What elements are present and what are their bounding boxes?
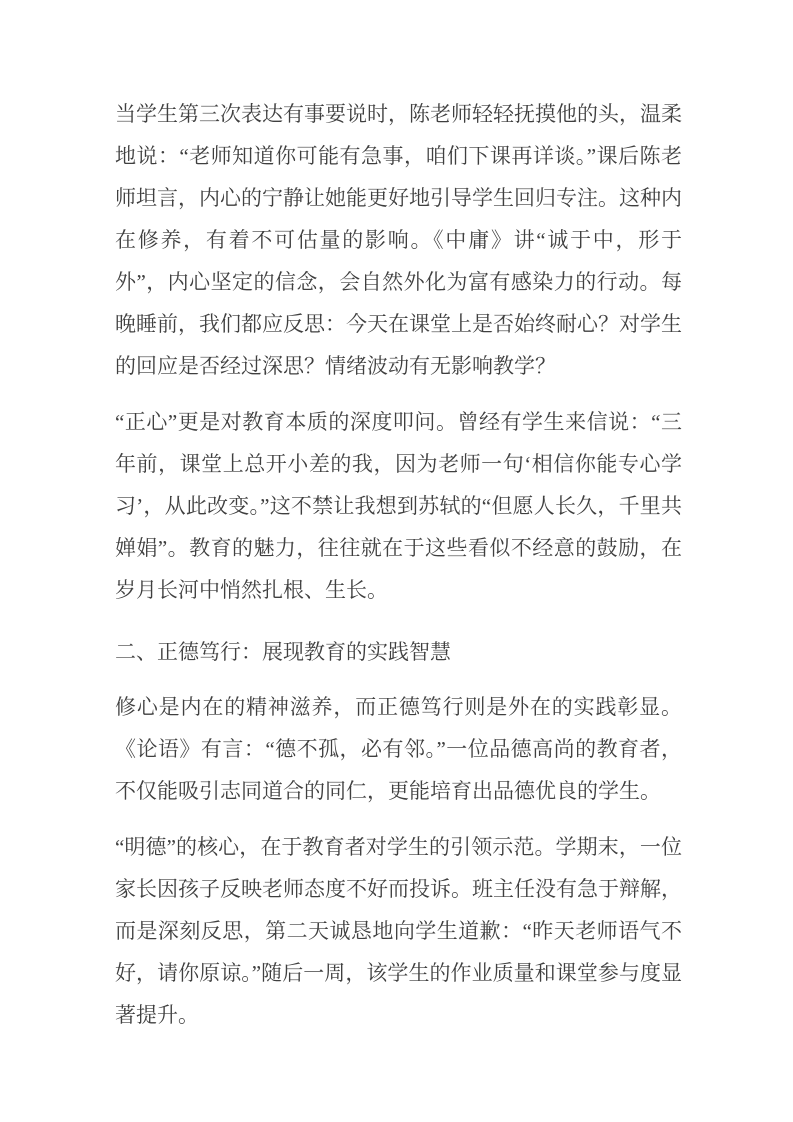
- section-heading-zhengde-duxing: 二、正德笃行：展现教育的实践智慧: [115, 640, 451, 664]
- paragraph-mingde-example: “明德”的核心，在于教育者对学生的引领示范。学期末，一位家长因孩子反映老师态度不好而投诉。班主任没有急于辩解，而是深刻反思，第二天诚恳地向学生道歉：“昨天老师语气不好，请你原谅。”随后一周，该学生的作业质量和课堂参与度显著提升。: [115, 835, 682, 1027]
- paragraph-xiuxin-vs-zhengde: 修心是内在的精神滋养，而正德笃行则是外在的实践彰显。《论语》有言：“德不孤，必有邻。”一位品德高尚的教育者，不仅能吸引志同道合的同仁，更能培育出品德优良的学生。: [115, 695, 682, 803]
- paragraph-teacher-anecdote: 当学生第三次表达有事要说时，陈老师轻轻抚摸他的头，温柔地说：“老师知道你可能有急事，咱们下课再详谈。”课后陈老师坦言，内心的宁静让她能更好地引导学生回归专注。这种内在修养，有着不可估量的影响。《中庸》讲“诚于中，形于外”，内心坚定的信念，会自然外化为富有感染力的行动。每晚睡前，我们都应反思：今天在课堂上是否始终耐心？对学生的回应是否经过深思？情绪波动有无影响教学？: [115, 102, 682, 378]
- paragraph-zhengxin-reflection: “正心”更是对教育本质的深度叩问。曾经有学生来信说：“三年前，课堂上总开小差的我，因为老师一句‘相信你能专心学习’，从此改变。”这不禁让我想到苏轼的“但愿人长久，千里共婵娟”。教育的魅力，往往就在于这些看似不经意的鼓励，在岁月长河中悄然扎根、生长。: [115, 410, 682, 602]
